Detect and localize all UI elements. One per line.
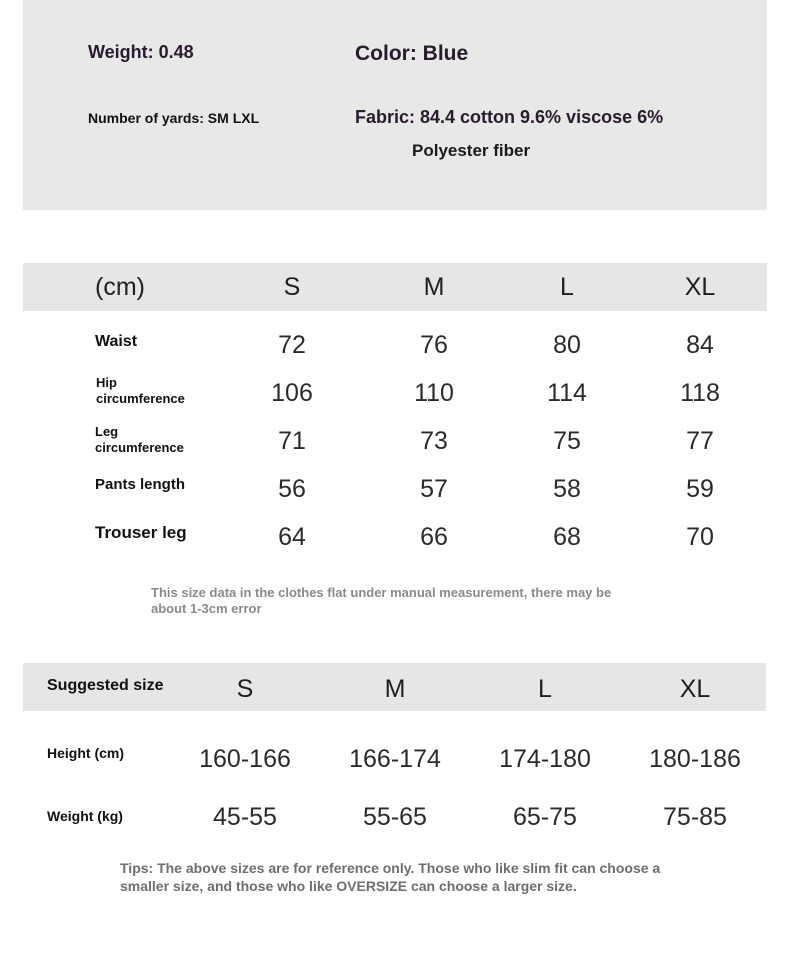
table-cell: 66 — [420, 523, 448, 551]
table-cell: 58 — [553, 475, 581, 503]
measurement-note-continued: about 1-3cm error — [151, 601, 262, 616]
table-cell: 77 — [686, 427, 714, 455]
table-cell: 57 — [420, 475, 448, 503]
table-cell: 114 — [547, 379, 587, 407]
size-column-header: XL — [684, 273, 716, 301]
table-cell: 80 — [553, 331, 581, 359]
table-cell: 65-75 — [513, 803, 577, 831]
row-label-leg: Leg — [95, 424, 119, 439]
measurement-note: This size data in the clothes flat under manual measurement, there may be — [151, 585, 612, 600]
row-label-pants-length: Pants length — [95, 476, 186, 493]
size-column-header: S — [283, 273, 301, 301]
table-cell: 75-85 — [663, 803, 727, 831]
table-cell: 106 — [271, 379, 313, 407]
size-column-header: L — [560, 273, 574, 301]
table-cell: 56 — [278, 475, 306, 503]
table-cell: 71 — [278, 427, 306, 455]
table-cell: 110 — [414, 379, 454, 407]
row-label-leg-continued: circumference — [95, 440, 184, 455]
row-label-trouser-leg: Trouser leg — [95, 523, 187, 542]
product-info-panel — [23, 0, 767, 210]
yards-text: Number of yards: SM LXL — [88, 110, 260, 126]
table-cell: 55-65 — [363, 803, 427, 831]
row-label-hip: Hip — [96, 375, 117, 390]
table-cell: 59 — [686, 475, 714, 503]
tips-text: Tips: The above sizes are for reference only. Those who like slim fit can choose a — [120, 860, 661, 876]
table-cell: 76 — [420, 331, 448, 359]
suggest-column-header: S — [236, 675, 254, 703]
unit-label: (cm) — [95, 273, 145, 301]
table-cell: 64 — [278, 523, 306, 551]
table-cell: 166-174 — [349, 745, 441, 773]
row-label-waist: Waist — [95, 333, 138, 350]
row-label-height: Height (cm) — [47, 745, 124, 761]
fabric-text: Fabric: 84.4 cotton 9.6% viscose 6% — [355, 107, 664, 127]
size-column-header: M — [423, 273, 445, 301]
suggest-column-header: L — [538, 675, 552, 703]
table-cell: 84 — [686, 331, 714, 359]
table-cell: 118 — [680, 379, 720, 407]
color-text: Color: Blue — [355, 42, 469, 65]
table-cell: 45-55 — [213, 803, 277, 831]
suggest-column-header: XL — [679, 675, 711, 703]
tips-text-continued: smaller size, and those who like OVERSIZE can choose a larger size. — [120, 878, 577, 894]
fabric-text-continued: Polyester fiber — [412, 141, 531, 160]
table-cell: 68 — [553, 523, 581, 551]
table-cell: 70 — [686, 523, 714, 551]
row-label-weight: Weight (kg) — [47, 808, 123, 824]
weight-text: Weight: 0.48 — [88, 42, 194, 62]
table-cell: 174-180 — [499, 745, 591, 773]
suggest-column-header: M — [384, 675, 406, 703]
row-label-hip-continued: circumference — [96, 391, 185, 406]
table-cell: 180-186 — [649, 745, 741, 773]
table-cell: 72 — [278, 331, 306, 359]
table-cell: 73 — [420, 427, 448, 455]
table-cell: 75 — [553, 427, 581, 455]
suggested-size-header: Suggested size — [47, 677, 164, 694]
table-cell: 160-166 — [199, 745, 291, 773]
